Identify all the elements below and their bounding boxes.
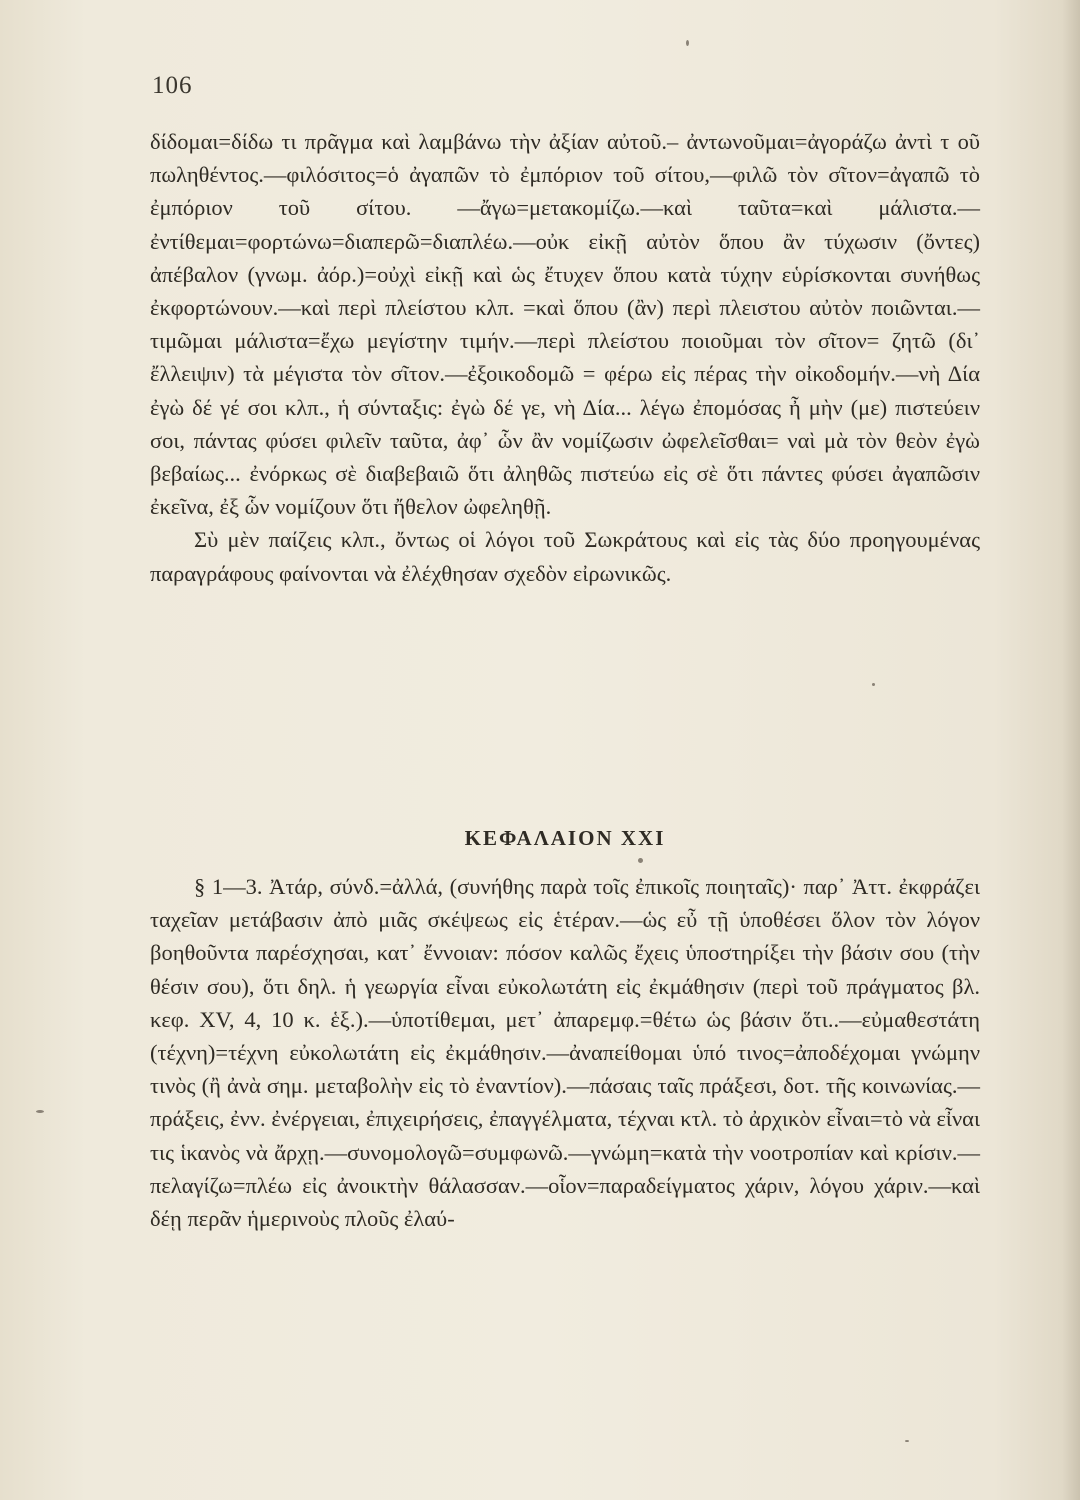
print-speck: [686, 40, 689, 46]
print-speck: [872, 683, 875, 686]
paragraph: Σὺ μὲν παίζεις κλπ., ὄντως οἱ λόγοι τοῦ Σωκράτους καὶ εἰς τὰς δύο προηγουμένας παραγράφους φαίνονται νὰ ἐλέχθησαν σχεδὸν εἰρωνικῶς.: [150, 527, 980, 586]
page-number: 106: [152, 72, 193, 99]
commentary-block-top: [150, 125, 980, 590]
page-edge-shadow: [1062, 0, 1080, 1500]
print-speck: [638, 858, 643, 863]
commentary-block-bottom: [150, 870, 980, 1235]
print-speck: [905, 1440, 909, 1442]
chapter-heading: ΚΕΦΑΛΑΙΟΝ XXI: [464, 826, 666, 850]
paragraph: δίδομαι=δίδω τι πρᾶγμα καὶ λαμβάνω τὴν ἀξίαν αὐτοῦ.– ἀντωνοῦμαι=ἀγοράζω ἀντὶ τ οῦ πωληθέντος.—φιλόσιτος=ὁ ἀγαπῶν τὸ ἐμπόριον τοῦ σίτου,—φιλῶ τὸν σῖτον=ἀγαπῶ τὸ ἐμπόριον τοῦ σίτου. —ἄγω=μετακομίζω.—καὶ ταῦτα=καὶ μάλιστα.—ἐντίθεμαι=φορτώνω=διαπερῶ=διαπλέω.—οὐκ εἰκῇ αὐτὸν ὅπου ἂν τύχωσιν (ὄντες) ἀπέβαλον (γνωμ. ἀόρ.)=οὐχὶ εἰκῇ καὶ ὡς ἔτυχεν ὅπου κατὰ τύχην εὑρίσκονται συνήθως ἐκφορτώνουν.—καὶ περὶ πλείστου κλπ. =καὶ ὅπου (ἂν) περὶ πλειστου αὐτὸν ποιῶνται.—τιμῶμαι μάλιστα=ἔχω μεγίστην τιμήν.—περὶ πλείστου ποιοῦμαι τὸν σῖτον= ζητῶ (δι᾿ ἔλλειψιν) τὰ μέγιστα τὸν σῖτον.—ἐξοικοδομῶ = φέρω εἰς πέρας τὴν οἰκοδομήν.—νὴ Δία ἐγὼ δέ γέ σοι κλπ., ἡ σύνταξις: ἐγὼ δέ γε, νὴ Δία... λέγω ἐπομόσας ἦ μὴν (με) πιστεύειν σοι, πάντας φύσει φιλεῖν ταῦτα, ἀφ᾿ ὧν ἂν νομίζωσιν ὠφελεῖσθαι= ναὶ μὰ τὸν θεὸν ἐγὼ βεβαίως... ἐνόρκως σὲ διαβεβαιῶ ὅτι ἀληθῶς πιστεύω εἰς σὲ ὅτι πάντες φύσει ἀγαπῶσιν ἐκεῖνα, ἐξ ὧν νομίζουν ὅτι ἤθελον ὠφεληθῇ.: [150, 129, 980, 520]
print-speck: [36, 1110, 44, 1113]
paragraph: § 1—3. Ἀτάρ, σύνδ.=ἀλλά, (συνήθης παρὰ τοῖς ἐπικοῖς ποιηταῖς)· παρ᾿ Ἀττ. ἐκφράζει ταχεῖαν μετάβασιν ἀπὸ μιᾶς σκέψεως εἰς ἑτέραν.—ὡς εὖ τῇ ὑποθέσει ὅλον τὸν λόγον βοηθοῦντα παρέσχησαι, κατ᾿ ἔννοιαν: πόσον καλῶς ἔχεις ὑποστηρίξει τὴν βάσιν σου (τὴν θέσιν σου), ὅτι δηλ. ἡ γεωργία εἶναι εὐκολωτάτη εἰς ἐκμάθησιν (περὶ τοῦ πράγματος βλ. κεφ. XV, 4, 10 κ. ἑξ.).—ὑποτίθεμαι, μετ᾿ ἀπαρεμφ.=θέτω ὡς βάσιν ὅτι..—εὐμαθεστάτη (τέχνη)=τέχνη εὐκολωτάτη εἰς ἐκμάθησιν.—ἀναπείθομαι ὑπό τινος=ἀποδέχομαι γνώμην τινὸς (ἢ ἀνὰ σημ. μεταβολὴν εἰς τὸ ἐναντίον).—πάσαις ταῖς πράξεσι, δοτ. τῆς κοινωνίας.—πράξεις, ἐνν. ἐνέργειαι, ἐπιχειρήσεις, ἐπαγγέλματα, τέχναι κτλ. τὸ ἀρχικὸν εἶναι=τὸ νὰ εἶναι τις ἱκανὸς νὰ ἄρχῃ.—συνομολογῶ=συμφωνῶ.—γνώμη=κατὰ τὴν νοοτροπίαν καὶ κρίσιν.—πελαγίζω=πλέω εἰς ἀνοικτὴν θάλασσαν.—οἷον=παραδείγματος χάριν, λόγου χάριν.—καὶ δέῃ περᾶν ἡμερινοὺς πλοῦς ἐλαύ-: [150, 874, 980, 1232]
